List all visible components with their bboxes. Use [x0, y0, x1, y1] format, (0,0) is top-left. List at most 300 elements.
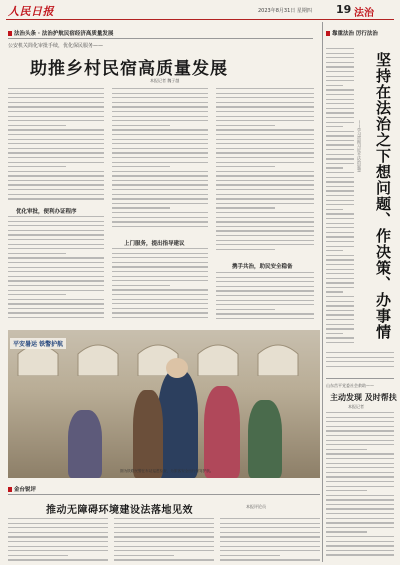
text-line: [326, 131, 354, 132]
text-line: [326, 472, 394, 473]
text-line: [326, 287, 354, 288]
text-line: [326, 476, 394, 477]
text-line: [326, 149, 354, 150]
text-line: [326, 430, 394, 431]
text-line: [326, 255, 354, 256]
text-line: [112, 194, 208, 195]
lead-body-col-3b: [216, 272, 314, 326]
text-line: [326, 426, 394, 427]
text-line: [326, 103, 354, 104]
text-line: [8, 230, 104, 231]
bottom-byline: 本报评论员: [246, 504, 266, 509]
text-line: [216, 120, 314, 121]
text-line: [8, 166, 66, 167]
text-line: [326, 486, 394, 487]
text-line: [216, 230, 314, 231]
text-line: [326, 527, 394, 528]
text-line: [216, 157, 314, 158]
text-line: [326, 94, 354, 95]
text-line: [112, 171, 208, 172]
page-number: 19: [336, 3, 352, 16]
text-line: [220, 536, 320, 537]
text-line: [326, 301, 354, 302]
text-line: [326, 357, 394, 358]
text-line: [326, 278, 354, 279]
text-line: [326, 85, 343, 86]
bottom-body-col-2: [114, 518, 214, 564]
text-line: [112, 125, 170, 126]
text-line: [326, 62, 354, 63]
text-line: [8, 518, 108, 519]
lead-body-col-2: [112, 88, 208, 233]
text-line: [326, 158, 354, 159]
text-line: [114, 536, 214, 537]
text-line: [8, 152, 104, 153]
text-line: [8, 271, 104, 272]
divider: [8, 38, 313, 39]
text-line: [112, 203, 208, 204]
text-line: [326, 291, 343, 292]
text-line: [326, 504, 394, 505]
text-line: [326, 177, 354, 178]
text-line: [326, 80, 354, 81]
column-marker-icon: [8, 31, 12, 36]
text-line: [326, 112, 354, 113]
text-line: [8, 244, 104, 245]
text-line: [326, 223, 354, 224]
text-line: [216, 277, 314, 278]
text-line: [216, 300, 314, 301]
bottom-column-tag: [8, 485, 36, 493]
lead-body-col-1b: [8, 216, 104, 326]
text-line: [112, 221, 208, 222]
text-line: [216, 111, 314, 112]
text-line: [216, 313, 314, 314]
text-line: [114, 523, 214, 524]
text-line: [326, 126, 343, 127]
lead-column-label: 法治头条 · 法治护航民宿经济高质量发展: [14, 31, 114, 37]
text-line: [8, 148, 104, 149]
text-line: [112, 129, 208, 130]
text-line: [216, 189, 314, 190]
text-line: [8, 262, 104, 263]
text-line: [326, 172, 354, 173]
text-line: [8, 111, 104, 112]
text-line: [216, 207, 275, 208]
text-line: [112, 189, 208, 190]
side-body: [326, 412, 394, 562]
text-line: [220, 555, 280, 556]
text-line: [8, 523, 108, 524]
text-line: [112, 308, 208, 309]
text-line: [220, 559, 320, 560]
text-line: [216, 295, 314, 296]
text-line: [112, 143, 208, 144]
text-line: [8, 294, 66, 295]
text-line: [326, 181, 354, 182]
text-line: [220, 546, 320, 547]
text-line: [220, 550, 320, 551]
text-line: [326, 319, 354, 320]
text-line: [326, 259, 354, 260]
text-line: [8, 216, 104, 217]
text-line: [8, 184, 104, 185]
text-line: [112, 271, 208, 272]
text-line: [112, 289, 208, 290]
text-line: [112, 97, 208, 98]
text-line: [112, 226, 208, 227]
text-line: [326, 163, 354, 164]
police-officer: [158, 370, 198, 478]
text-line: [8, 143, 104, 144]
text-line: [8, 116, 104, 117]
text-line: [216, 194, 314, 195]
text-line: [216, 318, 314, 319]
text-line: [326, 522, 394, 523]
text-line: [326, 246, 354, 247]
text-line: [326, 167, 343, 168]
text-line: [326, 449, 367, 450]
text-line: [8, 290, 104, 291]
bottom-column-label: 金台锐评: [14, 487, 37, 493]
text-line: [326, 536, 394, 537]
lead-column-tag: [8, 29, 113, 37]
text-line: [8, 312, 104, 313]
traveler-2: [204, 386, 240, 478]
newspaper-logo: 人民日报: [8, 5, 54, 18]
text-line: [326, 250, 343, 251]
text-line: [216, 235, 314, 236]
text-line: [326, 89, 354, 90]
text-line: [326, 218, 354, 219]
text-line: [326, 241, 354, 242]
text-line: [112, 212, 208, 213]
lead-body-col-1: [8, 88, 104, 203]
text-line: [326, 463, 394, 464]
text-line: [112, 102, 208, 103]
text-line: [326, 213, 354, 214]
text-line: [216, 93, 314, 94]
text-line: [326, 352, 394, 353]
text-line: [216, 198, 314, 199]
text-line: [8, 139, 104, 140]
text-line: [216, 175, 314, 176]
text-line: [326, 366, 394, 367]
text-line: [326, 342, 354, 343]
text-line: [216, 148, 314, 149]
text-line: [326, 518, 394, 519]
text-line: [216, 272, 314, 273]
text-line: [326, 495, 394, 496]
text-line: [8, 97, 104, 98]
text-line: [112, 120, 208, 121]
text-line: [216, 166, 275, 167]
text-line: [8, 276, 104, 277]
text-line: [8, 125, 66, 126]
text-line: [8, 180, 104, 181]
text-line: [326, 209, 343, 210]
text-line: [112, 139, 208, 140]
column-marker-icon: [8, 487, 12, 492]
text-line: [112, 184, 208, 185]
text-line: [112, 294, 208, 295]
text-line: [326, 440, 394, 441]
text-line: [114, 550, 214, 551]
text-line: [326, 467, 394, 468]
text-line: [326, 144, 354, 145]
text-line: [112, 175, 208, 176]
text-line: [112, 207, 170, 208]
text-line: [216, 125, 275, 126]
text-line: [216, 203, 314, 204]
text-line: [326, 490, 367, 491]
text-line: [8, 134, 104, 135]
text-line: [216, 88, 314, 89]
text-line: [8, 546, 108, 547]
text-line: [8, 189, 104, 190]
text-line: [326, 282, 354, 283]
traveler-4: [68, 410, 102, 478]
text-line: [326, 186, 354, 187]
text-line: [326, 53, 354, 54]
text-line: [8, 285, 104, 286]
commentary-author: ——学习贯彻习近平法治思想: [357, 120, 362, 172]
text-line: [326, 76, 354, 77]
text-line: [326, 99, 354, 100]
text-line: [326, 71, 354, 72]
text-line: [8, 317, 104, 318]
text-line: [112, 217, 208, 218]
text-line: [112, 162, 208, 163]
text-line: [326, 499, 394, 500]
text-line: [112, 266, 208, 267]
text-line: [114, 527, 214, 528]
traveler-3: [248, 400, 282, 478]
text-line: [326, 333, 343, 334]
text-line: [216, 240, 314, 241]
text-line: [216, 244, 314, 245]
text-line: [326, 232, 354, 233]
text-line: [220, 541, 320, 542]
text-line: [326, 204, 354, 205]
lead-byline: 本报记者 魏子越: [150, 78, 180, 83]
text-line: [216, 281, 314, 282]
text-line: [114, 541, 214, 542]
text-line: [8, 527, 108, 528]
text-line: [326, 264, 354, 265]
lead-headline: 助推乡村民宿高质量发展: [30, 59, 228, 79]
text-line: [326, 122, 354, 123]
text-line: [326, 513, 394, 514]
text-line: [220, 527, 320, 528]
text-line: [216, 309, 275, 310]
text-line: [112, 285, 170, 286]
text-line: [326, 541, 394, 542]
text-line: [8, 299, 104, 300]
text-line: [220, 518, 320, 519]
text-line: [112, 116, 208, 117]
text-line: [216, 134, 314, 135]
text-line: [326, 200, 354, 201]
text-line: [112, 248, 208, 249]
lead-kicker: 公安机关简化审批手续，优化保民服务——: [8, 43, 104, 49]
text-line: [216, 162, 314, 163]
text-line: [216, 221, 314, 222]
lead-body-col-3: [216, 88, 314, 256]
text-line: [8, 536, 108, 537]
text-line: [112, 180, 208, 181]
text-line: [216, 97, 314, 98]
lead-subhead-1: 优化审批，便利办证程序: [16, 209, 77, 215]
text-line: [8, 93, 104, 94]
text-line: [326, 361, 394, 362]
text-line: [114, 559, 214, 560]
text-line: [216, 129, 314, 130]
text-line: [216, 286, 314, 287]
text-line: [216, 139, 314, 140]
text-line: [216, 249, 275, 250]
text-line: [8, 308, 104, 309]
text-line: [112, 157, 208, 158]
section-name: 法治: [354, 8, 374, 19]
text-line: [112, 166, 170, 167]
lead-body-col-2b: [112, 248, 208, 326]
text-line: [326, 140, 354, 141]
text-line: [216, 212, 314, 213]
text-line: [8, 162, 104, 163]
text-line: [326, 48, 354, 49]
text-line: [326, 269, 354, 270]
text-line: [112, 198, 208, 199]
text-line: [112, 134, 208, 135]
text-line: [112, 299, 208, 300]
text-line: [216, 171, 314, 172]
text-line: [8, 532, 108, 533]
text-line: [8, 120, 104, 121]
text-line: [326, 531, 367, 532]
text-line: [326, 305, 354, 306]
text-line: [114, 518, 214, 519]
text-line: [112, 312, 208, 313]
text-line: [8, 198, 104, 199]
bottom-headline: 推动无障碍环境建设法落地见效: [46, 505, 193, 516]
news-photo: [8, 330, 320, 478]
text-line: [326, 444, 394, 445]
divider: [326, 378, 394, 379]
text-line: [112, 280, 208, 281]
text-line: [8, 194, 104, 195]
text-line: [114, 532, 214, 533]
text-line: [8, 157, 104, 158]
text-line: [112, 111, 208, 112]
text-line: [326, 412, 394, 413]
text-line: [326, 421, 394, 422]
text-line: [326, 545, 394, 546]
text-line: [8, 541, 108, 542]
text-line: [326, 227, 354, 228]
text-line: [326, 314, 354, 315]
text-line: [216, 102, 314, 103]
text-line: [8, 175, 104, 176]
text-line: [326, 508, 394, 509]
text-line: [112, 276, 208, 277]
side-byline: 本报记者: [348, 404, 364, 409]
text-line: [8, 280, 104, 281]
text-line: [326, 417, 394, 418]
text-line: [326, 337, 354, 338]
photo-title: 平安暑运 铁警护航: [10, 338, 66, 349]
text-line: [326, 273, 354, 274]
text-line: [8, 303, 104, 304]
text-line: [216, 180, 314, 181]
masthead: [6, 3, 394, 20]
text-line: [114, 555, 174, 556]
commentary-headline: 坚持在法治之下想问题、作决策、办事情: [374, 52, 392, 340]
text-line: [326, 190, 354, 191]
text-line: [114, 546, 214, 547]
text-line: [326, 135, 354, 136]
commentary-column-label: 靠重法治 厉行法治: [332, 31, 378, 37]
column-marker-icon: [326, 31, 330, 36]
text-line: [216, 290, 314, 291]
text-line: [8, 257, 104, 258]
text-line: [216, 226, 314, 227]
text-line: [326, 296, 354, 297]
text-line: [112, 106, 208, 107]
text-line: [112, 257, 208, 258]
lead-subhead-2: 上门服务，提出指导建议: [124, 241, 185, 247]
text-line: [216, 304, 314, 305]
lead-subhead-3: 携手共治，助民安全稳备: [232, 264, 293, 270]
text-line: [326, 66, 354, 67]
text-line: [326, 154, 354, 155]
text-line: [8, 239, 104, 240]
text-line: [326, 453, 394, 454]
text-line: [112, 253, 208, 254]
text-line: [8, 88, 104, 89]
text-line: [8, 171, 104, 172]
text-line: [112, 317, 208, 318]
text-line: [220, 523, 320, 524]
text-line: [112, 262, 208, 263]
text-line: [326, 328, 354, 329]
text-line: [326, 550, 394, 551]
text-line: [326, 117, 354, 118]
text-line: [216, 184, 314, 185]
text-line: [112, 148, 208, 149]
text-line: [8, 555, 68, 556]
text-line: [326, 458, 394, 459]
side-headline: 主动发现 及时帮扶: [330, 392, 397, 402]
traveler-1: [133, 390, 163, 478]
text-line: [8, 129, 104, 130]
text-line: [8, 234, 104, 235]
commentary-body-col-a: [326, 48, 354, 348]
text-line: [8, 102, 104, 103]
commentary-column-tag: [326, 29, 378, 37]
text-line: [112, 152, 208, 153]
text-line: [216, 217, 314, 218]
text-line: [326, 57, 354, 58]
commentary-body-col-b: [326, 352, 394, 372]
text-line: [216, 143, 314, 144]
text-line: [112, 88, 208, 89]
text-line: [8, 550, 108, 551]
column-divider: [322, 22, 323, 562]
text-line: [326, 481, 394, 482]
text-line: [326, 195, 354, 196]
text-line: [326, 554, 394, 555]
